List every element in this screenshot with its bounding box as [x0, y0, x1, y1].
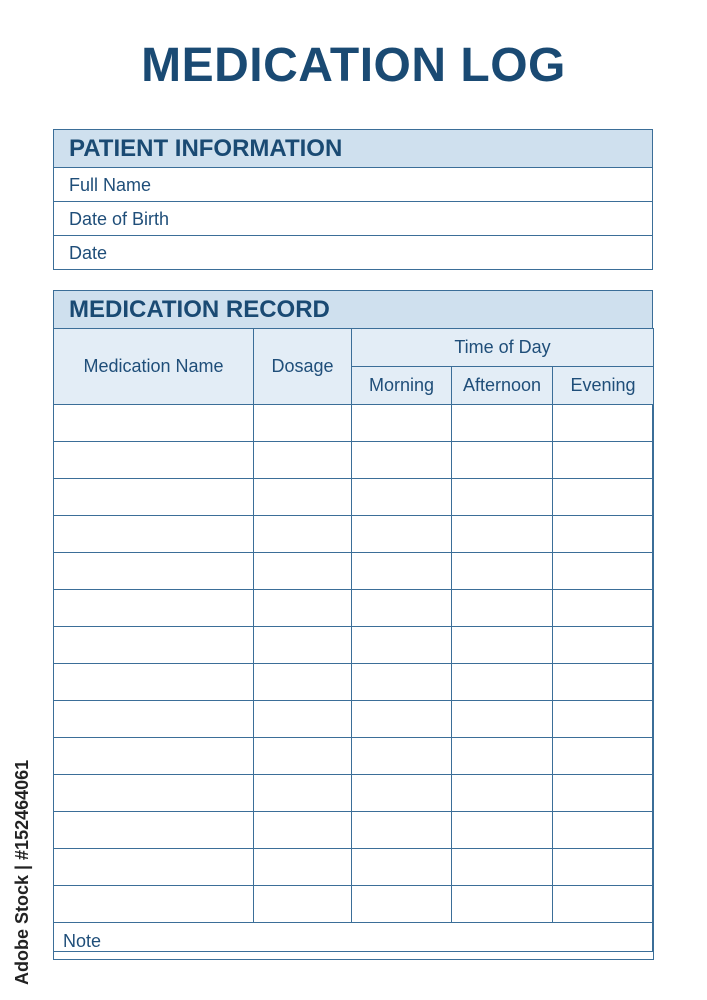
dosage-cell[interactable]	[254, 812, 352, 849]
morning-cell[interactable]	[352, 812, 452, 849]
medication-record-section	[53, 290, 653, 952]
evening-cell[interactable]	[553, 590, 654, 627]
evening-cell[interactable]	[553, 442, 654, 479]
afternoon-cell[interactable]	[452, 553, 553, 590]
afternoon-cell[interactable]	[452, 590, 553, 627]
medication-name-cell[interactable]	[54, 627, 254, 664]
morning-cell[interactable]	[352, 664, 452, 701]
evening-cell[interactable]	[553, 849, 654, 886]
medication-name-cell[interactable]	[54, 516, 254, 553]
evening-cell[interactable]	[553, 664, 654, 701]
medication-name-header: Medication Name	[54, 329, 254, 405]
afternoon-cell[interactable]	[452, 442, 553, 479]
table-row	[54, 812, 654, 849]
time-of-day-header: Time of Day	[352, 329, 654, 367]
medication-name-cell[interactable]	[54, 590, 254, 627]
evening-cell[interactable]	[553, 516, 654, 553]
afternoon-header: Afternoon	[452, 367, 553, 405]
dosage-cell[interactable]	[254, 701, 352, 738]
dosage-cell[interactable]	[254, 516, 352, 553]
morning-cell[interactable]	[352, 553, 452, 590]
table-row	[54, 664, 654, 701]
morning-cell[interactable]	[352, 516, 452, 553]
medication-name-cell[interactable]	[54, 405, 254, 442]
note-field[interactable]	[54, 923, 654, 960]
medication-name-cell[interactable]	[54, 701, 254, 738]
patient-information-section	[53, 129, 653, 270]
dosage-cell[interactable]	[254, 590, 352, 627]
table-row	[54, 405, 654, 442]
medication-name-cell[interactable]	[54, 738, 254, 775]
medication-name-cell[interactable]	[54, 775, 254, 812]
afternoon-cell[interactable]	[452, 812, 553, 849]
table-row	[54, 849, 654, 886]
patient-information-heading: PATIENT INFORMATION	[54, 130, 652, 168]
dosage-cell[interactable]	[254, 738, 352, 775]
afternoon-cell[interactable]	[452, 664, 553, 701]
medication-name-cell[interactable]	[54, 664, 254, 701]
date-of-birth-field[interactable]: Date of Birth	[54, 202, 652, 236]
dosage-header: Dosage	[254, 329, 352, 405]
morning-cell[interactable]	[352, 405, 452, 442]
afternoon-cell[interactable]	[452, 479, 553, 516]
page-title: MEDICATION LOG	[141, 39, 566, 92]
dosage-cell[interactable]	[254, 849, 352, 886]
evening-cell[interactable]	[553, 812, 654, 849]
table-row	[54, 738, 654, 775]
evening-cell[interactable]	[553, 479, 654, 516]
table-row	[54, 553, 654, 590]
morning-cell[interactable]	[352, 849, 452, 886]
morning-cell[interactable]	[352, 442, 452, 479]
afternoon-cell[interactable]	[452, 405, 553, 442]
table-row	[54, 590, 654, 627]
evening-header: Evening	[553, 367, 654, 405]
afternoon-cell[interactable]	[452, 849, 553, 886]
dosage-cell[interactable]	[254, 627, 352, 664]
dosage-cell[interactable]	[254, 886, 352, 923]
date-field[interactable]: Date	[69, 243, 108, 263]
evening-cell[interactable]	[553, 405, 654, 442]
morning-cell[interactable]	[352, 590, 452, 627]
afternoon-cell[interactable]	[452, 775, 553, 812]
morning-cell[interactable]	[352, 738, 452, 775]
full-name-field[interactable]: Full Name	[54, 168, 652, 202]
evening-cell[interactable]	[553, 701, 654, 738]
morning-cell[interactable]	[352, 701, 452, 738]
medication-name-cell[interactable]	[54, 553, 254, 590]
table-row	[54, 442, 654, 479]
medication-record-heading: MEDICATION RECORD	[54, 291, 652, 329]
evening-cell[interactable]	[553, 553, 654, 590]
medication-table	[53, 328, 654, 960]
medication-name-cell[interactable]	[54, 849, 254, 886]
table-row	[54, 479, 654, 516]
medication-name-cell[interactable]	[54, 812, 254, 849]
evening-cell[interactable]	[553, 886, 654, 923]
morning-header: Morning	[352, 367, 452, 405]
dosage-cell[interactable]	[254, 479, 352, 516]
afternoon-cell[interactable]	[452, 886, 553, 923]
medication-name-cell[interactable]	[54, 886, 254, 923]
dosage-cell[interactable]	[254, 553, 352, 590]
stock-id-label: Adobe Stock | #152464061	[12, 759, 32, 985]
table-row	[54, 701, 654, 738]
morning-cell[interactable]	[352, 886, 452, 923]
afternoon-cell[interactable]	[452, 738, 553, 775]
evening-cell[interactable]	[553, 775, 654, 812]
table-row	[54, 886, 654, 923]
dosage-cell[interactable]	[254, 664, 352, 701]
medication-name-cell[interactable]	[54, 442, 254, 479]
table-row	[54, 516, 654, 553]
evening-cell[interactable]	[553, 627, 654, 664]
morning-cell[interactable]	[352, 627, 452, 664]
dosage-cell[interactable]	[254, 442, 352, 479]
note-label: Note	[63, 931, 102, 951]
morning-cell[interactable]	[352, 479, 452, 516]
table-row	[54, 775, 654, 812]
afternoon-cell[interactable]	[452, 627, 553, 664]
dosage-cell[interactable]	[254, 775, 352, 812]
morning-cell[interactable]	[352, 775, 452, 812]
table-row	[54, 627, 654, 664]
afternoon-cell[interactable]	[452, 701, 553, 738]
dosage-cell[interactable]	[254, 405, 352, 442]
evening-cell[interactable]	[553, 738, 654, 775]
afternoon-cell[interactable]	[452, 516, 553, 553]
medication-name-cell[interactable]	[54, 479, 254, 516]
